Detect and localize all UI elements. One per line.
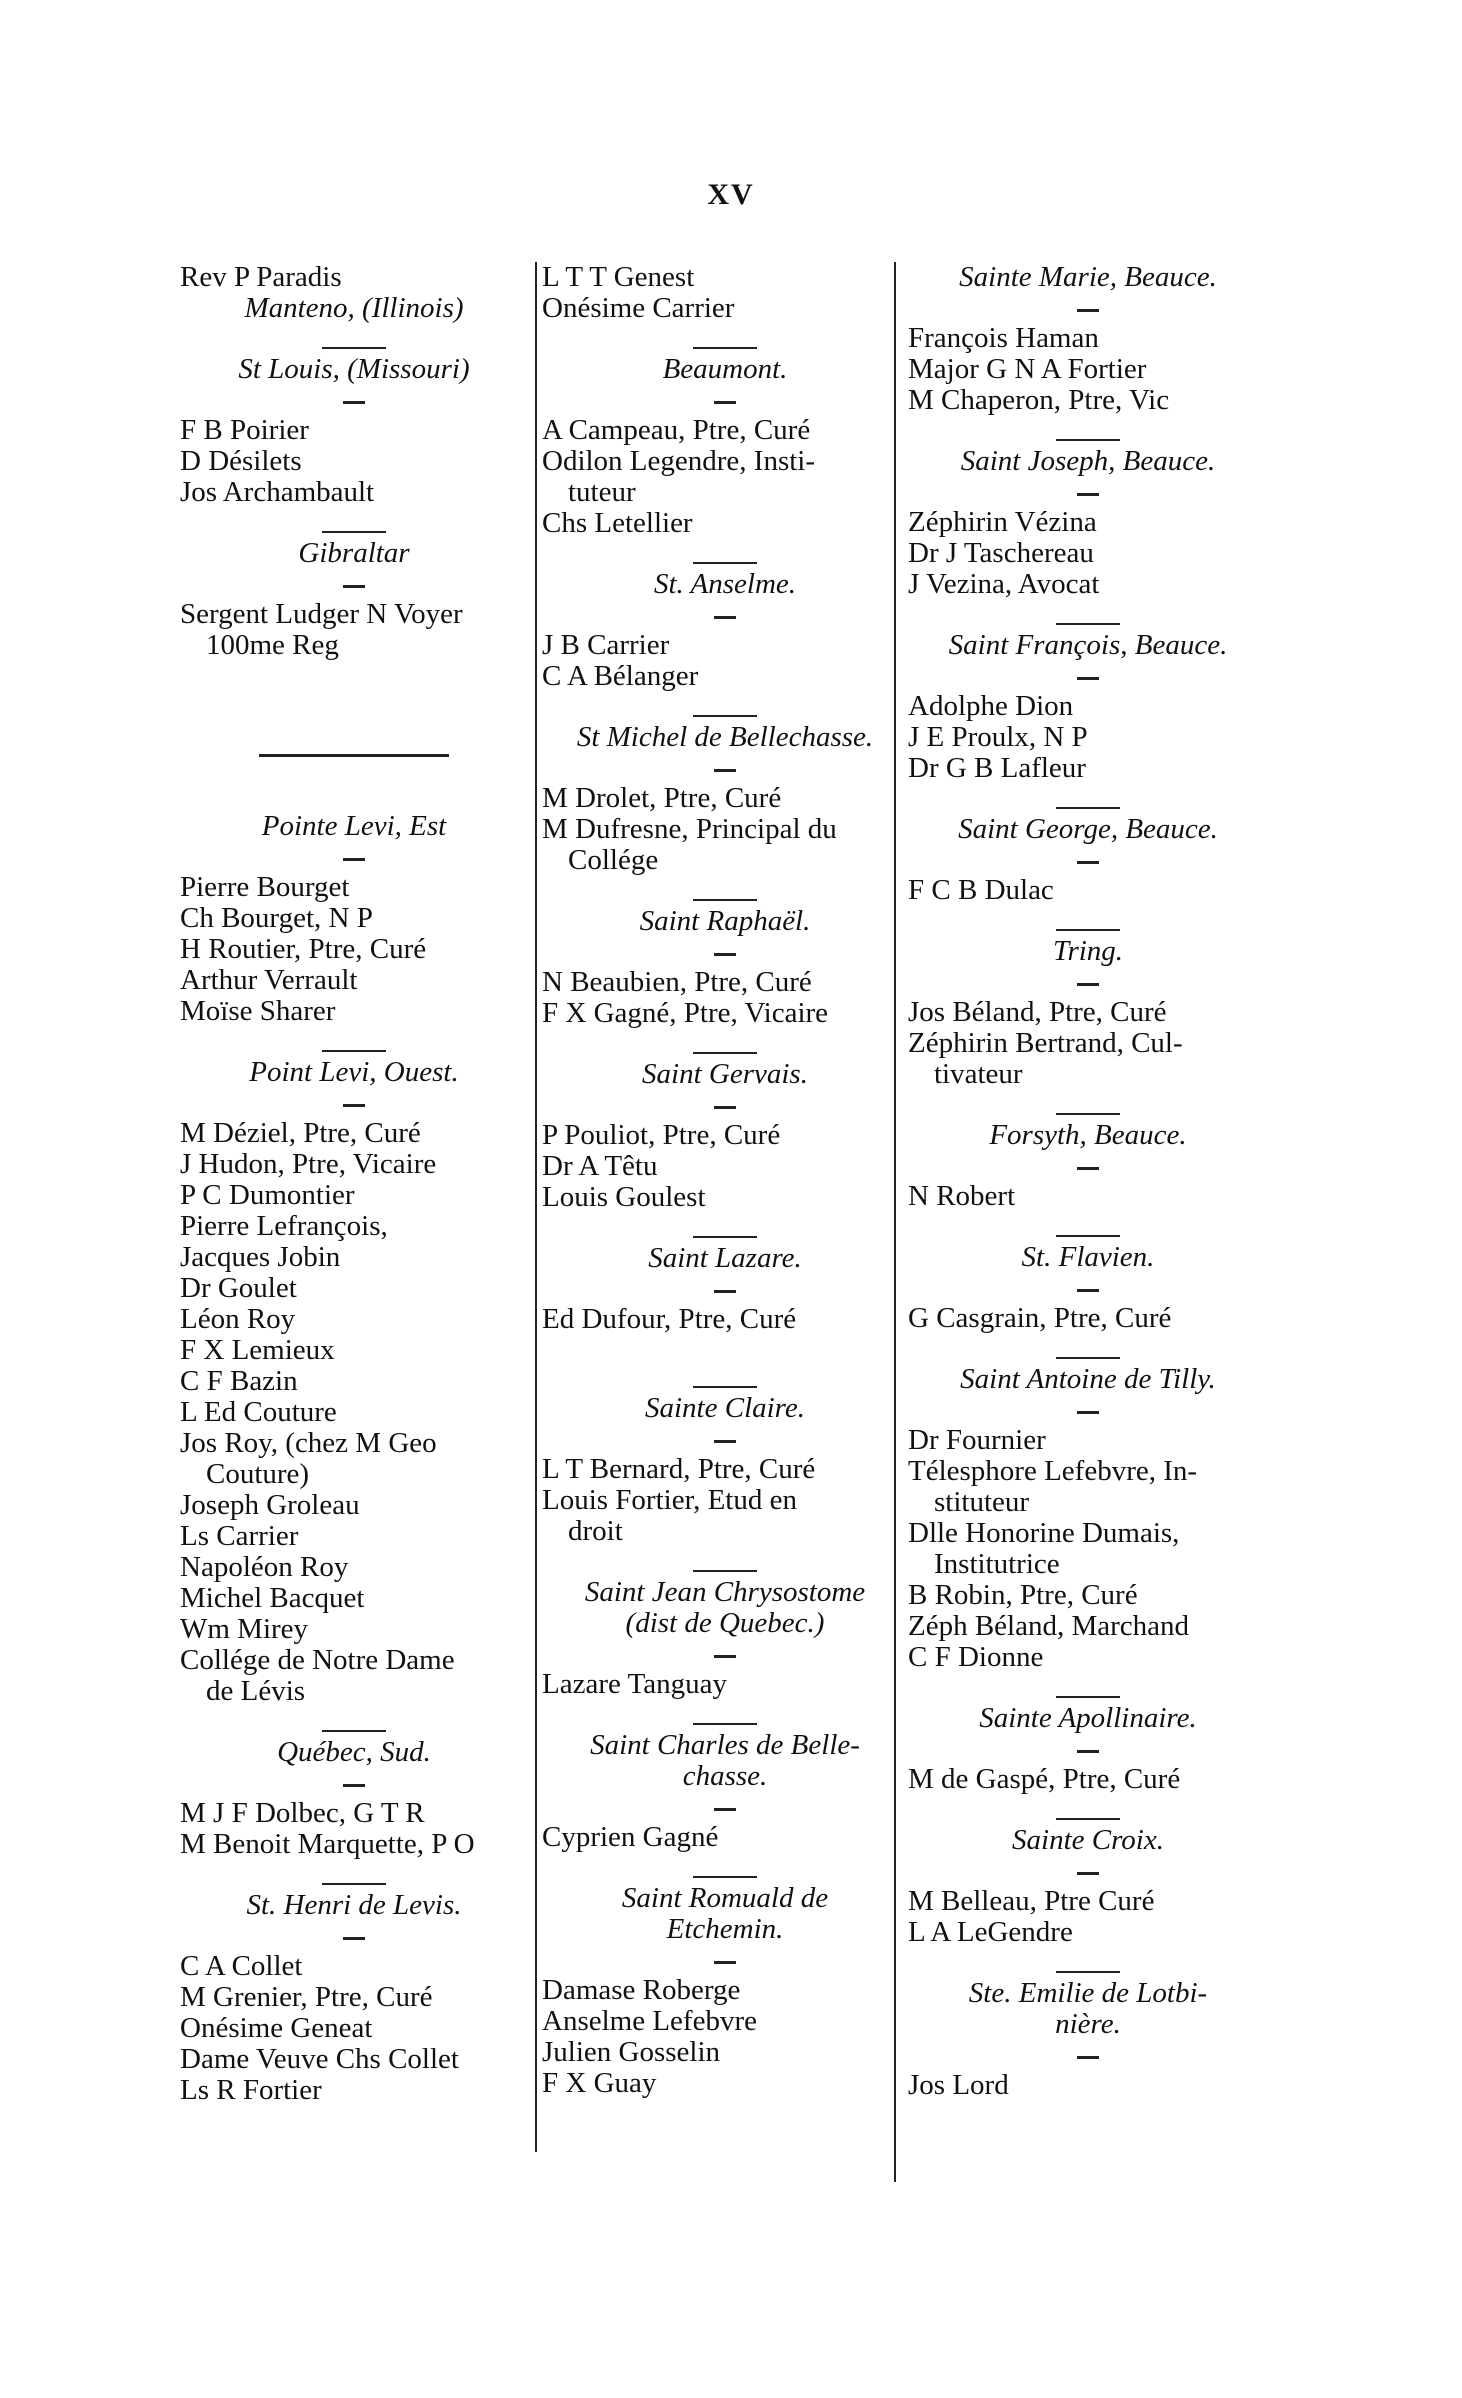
section-rule xyxy=(908,1948,1268,1978)
directory-entry: N Beaubien, Ptre, Curé xyxy=(542,966,812,998)
page-number: XV xyxy=(707,178,755,211)
directory-entry: Moïse Sharer xyxy=(180,995,336,1027)
rule-mark xyxy=(693,347,757,349)
dash-mark xyxy=(1077,1167,1099,1170)
section-rule xyxy=(908,906,1268,936)
rule-mark xyxy=(1056,439,1120,441)
rule-mark xyxy=(693,1876,757,1878)
place-heading: Saint Antoine de Tilly. xyxy=(960,1363,1216,1395)
rule-mark xyxy=(693,1570,757,1572)
place-heading: Beaumont. xyxy=(662,353,788,385)
rule-mark xyxy=(1056,929,1120,931)
place-heading: Sainte Marie, Beauce. xyxy=(959,261,1217,293)
short-dash xyxy=(908,967,1268,997)
place-heading: St. Anselme. xyxy=(653,568,797,600)
directory-entry: Sergent Ludger N Voyer xyxy=(180,598,463,630)
place-heading: Saint Raphaël. xyxy=(639,905,811,937)
section-rule xyxy=(908,600,1268,630)
directory-entry: Arthur Verrault xyxy=(180,964,358,996)
dash-mark xyxy=(1077,1750,1099,1753)
directory-entry: Institutrice xyxy=(934,1548,1060,1580)
place-heading: St. Henri de Levis. xyxy=(246,1889,462,1921)
short-dash xyxy=(908,1734,1268,1764)
directory-entry: 100me Reg xyxy=(206,629,339,661)
directory-entry: Louis Fortier, Etud en xyxy=(542,1484,797,1516)
rule-mark xyxy=(693,562,757,564)
directory-entry: H Routier, Ptre, Curé xyxy=(180,933,427,965)
directory-entry: Dame Veuve Chs Collet xyxy=(180,2043,459,2075)
place-heading: Manteno, (Illinois) xyxy=(244,292,464,324)
short-dash xyxy=(908,293,1268,323)
place-heading: St Michel de Bellechasse. xyxy=(576,721,874,753)
directory-entry: C F Bazin xyxy=(180,1365,298,1397)
directory-entry: Onésime Geneat xyxy=(180,2012,373,2044)
section-rule xyxy=(542,324,908,354)
dash-mark xyxy=(1077,983,1099,986)
section-rule xyxy=(542,1700,908,1730)
directory-entry: Dlle Honorine Dumais, xyxy=(908,1517,1180,1549)
dash-mark xyxy=(714,1106,736,1109)
short-dash xyxy=(542,937,908,967)
directory-entry: Couture) xyxy=(206,1458,310,1490)
directory-columns xyxy=(0,262,1462,2262)
place-heading: Ste. Emilie de Lotbi- xyxy=(968,1977,1208,2009)
short-dash xyxy=(542,1424,908,1454)
short-dash xyxy=(542,385,908,415)
place-heading: Saint Charles de Belle- xyxy=(590,1729,860,1761)
directory-entry: Anselme Lefebvre xyxy=(542,2005,757,2037)
place-heading: Sainte Croix. xyxy=(1012,1824,1164,1856)
short-dash xyxy=(542,1274,908,1304)
column-2 xyxy=(542,262,908,2099)
dash-mark xyxy=(1077,2056,1099,2059)
section-rule xyxy=(908,1673,1268,1703)
directory-entry: F X Gagné, Ptre, Vicaire xyxy=(542,997,829,1029)
short-dash xyxy=(542,1945,908,1975)
short-dash xyxy=(908,477,1268,507)
directory-entry: F X Lemieux xyxy=(180,1334,335,1366)
dash-mark xyxy=(343,858,365,861)
directory-entry: Michel Bacquet xyxy=(180,1582,365,1614)
directory-entry: Dr Fournier xyxy=(908,1424,1046,1456)
place-heading: Etchemin. xyxy=(666,1913,784,1945)
directory-entry: F X Guay xyxy=(542,2067,657,2099)
short-dash xyxy=(908,1273,1268,1303)
directory-entry: Joseph Groleau xyxy=(180,1489,360,1521)
directory-entry: C A Collet xyxy=(180,1950,303,1982)
rule-mark xyxy=(1056,1818,1120,1820)
rule-mark xyxy=(693,1723,757,1725)
dash-mark xyxy=(1077,1411,1099,1414)
rule-mark xyxy=(693,1386,757,1388)
place-heading: St Louis, (Missouri) xyxy=(238,353,470,385)
directory-entry: B Robin, Ptre, Curé xyxy=(908,1579,1138,1611)
short-dash xyxy=(180,385,528,415)
directory-entry: M de Gaspé, Ptre, Curé xyxy=(908,1763,1181,1795)
section-rule xyxy=(908,1090,1268,1120)
short-dash xyxy=(542,1639,908,1669)
section-rule xyxy=(542,692,908,722)
dash-mark xyxy=(1077,1872,1099,1875)
directory-entry: Télesphore Lefebvre, In- xyxy=(908,1455,1198,1487)
directory-entry: Ls Carrier xyxy=(180,1520,299,1552)
rule-mark xyxy=(1056,1357,1120,1359)
directory-entry: Louis Goulest xyxy=(542,1181,706,1213)
place-heading: Tring. xyxy=(1052,935,1124,967)
section-rule xyxy=(908,416,1268,446)
rule-mark xyxy=(693,1236,757,1238)
section-rule xyxy=(542,876,908,906)
place-heading: Gibraltar xyxy=(298,537,410,569)
place-heading: Saint George, Beauce. xyxy=(958,813,1218,845)
directory-entry: Julien Gosselin xyxy=(542,2036,721,2068)
directory-entry: Collége de Notre Dame xyxy=(180,1644,455,1676)
rule-mark xyxy=(1056,1696,1120,1698)
directory-entry: Jos Roy, (chez M Geo xyxy=(180,1427,437,1459)
short-dash xyxy=(908,1395,1268,1425)
place-heading: Sainte Apollinaire. xyxy=(979,1702,1197,1734)
short-dash xyxy=(180,1088,528,1118)
rule-mark xyxy=(1056,623,1120,625)
directory-entry: L T T Genest xyxy=(542,261,695,293)
directory-entry: J Vezina, Avocat xyxy=(908,568,1100,600)
dash-mark xyxy=(1077,309,1099,312)
dash-mark xyxy=(343,1784,365,1787)
directory-entry: Dr A Têtu xyxy=(542,1150,658,1182)
directory-entry: Pierre Lefrançois, xyxy=(180,1210,388,1242)
directory-entry: Ch Bourget, N P xyxy=(180,902,373,934)
directory-entry: Dr Goulet xyxy=(180,1272,297,1304)
dash-mark xyxy=(1077,677,1099,680)
dash-mark xyxy=(714,1808,736,1811)
rule-mark xyxy=(322,1883,386,1885)
section-rule xyxy=(180,324,528,354)
directory-entry: Wm Mirey xyxy=(180,1613,309,1645)
column-3 xyxy=(908,262,1268,2101)
rule-mark xyxy=(322,347,386,349)
directory-entry: N Robert xyxy=(908,1180,1016,1212)
column-1 xyxy=(180,262,528,2106)
short-dash xyxy=(180,842,528,872)
section-rule xyxy=(542,1547,908,1577)
section-rule xyxy=(542,1363,908,1393)
dash-mark xyxy=(714,1655,736,1658)
place-heading: Saint François, Beauce. xyxy=(948,629,1228,661)
directory-entry: J E Proulx, N P xyxy=(908,721,1088,753)
directory-entry: Zéphirin Vézina xyxy=(908,506,1097,538)
dash-mark xyxy=(343,585,365,588)
place-heading: St. Flavien. xyxy=(1021,1241,1155,1273)
rule-mark xyxy=(693,899,757,901)
section-rule xyxy=(180,508,528,538)
dash-mark xyxy=(714,953,736,956)
directory-entry: M Déziel, Ptre, Curé xyxy=(180,1117,421,1149)
directory-entry: L A LeGendre xyxy=(908,1916,1073,1948)
directory-entry: François Haman xyxy=(908,322,1099,354)
directory-entry: Pierre Bourget xyxy=(180,871,350,903)
directory-entry: J B Carrier xyxy=(542,629,670,661)
dash-mark xyxy=(343,1937,365,1940)
directory-entry: Dr G B Lafleur xyxy=(908,752,1086,784)
directory-entry: Jos Lord xyxy=(908,2069,1009,2101)
place-heading: chasse. xyxy=(682,1760,768,1792)
directory-entry: tivateur xyxy=(934,1058,1023,1090)
directory-entry: L Ed Couture xyxy=(180,1396,337,1428)
place-heading: (dist de Quebec.) xyxy=(625,1607,825,1639)
section-rule xyxy=(542,539,908,569)
short-dash xyxy=(908,1856,1268,1886)
short-dash xyxy=(908,2040,1268,2070)
rule-mark xyxy=(693,1052,757,1054)
directory-entry: D Désilets xyxy=(180,445,302,477)
dash-mark xyxy=(714,1290,736,1293)
directory-entry: M Chaperon, Ptre, Vic xyxy=(908,384,1170,416)
directory-entry: F B Poirier xyxy=(180,414,309,446)
directory-entry: Jacques Jobin xyxy=(180,1241,341,1273)
dash-mark xyxy=(714,769,736,772)
directory-entry: droit xyxy=(568,1515,623,1547)
place-heading: Pointe Levi, Est xyxy=(261,810,447,842)
section-rule xyxy=(908,1334,1268,1364)
short-dash xyxy=(542,1090,908,1120)
directory-entry: Zéph Béland, Marchand xyxy=(908,1610,1190,1642)
rule-mark xyxy=(322,531,386,533)
short-dash xyxy=(542,753,908,783)
section-rule xyxy=(180,1707,528,1737)
directory-entry: Collége xyxy=(568,844,659,876)
dash-mark xyxy=(1077,1289,1099,1292)
directory-entry: P Pouliot, Ptre, Curé xyxy=(542,1119,781,1151)
dash-mark xyxy=(714,1440,736,1443)
section-rule xyxy=(542,1213,908,1243)
directory-entry: Jos Archambault xyxy=(180,476,375,508)
directory-entry: Zéphirin Bertrand, Cul- xyxy=(908,1027,1183,1059)
section-rule xyxy=(180,1860,528,1890)
directory-entry: Ed Dufour, Ptre, Curé xyxy=(542,1303,797,1335)
directory-entry: F C B Dulac xyxy=(908,874,1054,906)
section-break-rule xyxy=(180,733,528,773)
directory-entry: Napoléon Roy xyxy=(180,1551,349,1583)
short-dash xyxy=(180,1768,528,1798)
dash-mark xyxy=(714,401,736,404)
dash-mark xyxy=(1077,493,1099,496)
directory-entry: Jos Béland, Ptre, Curé xyxy=(908,996,1167,1028)
dash-mark xyxy=(714,616,736,619)
section-rule xyxy=(180,1027,528,1057)
rule-mark xyxy=(1056,807,1120,809)
section-rule xyxy=(908,784,1268,814)
rule-mark xyxy=(1056,1971,1120,1973)
place-heading: nière. xyxy=(1055,2008,1121,2040)
rule-mark xyxy=(693,715,757,717)
rule-mark xyxy=(322,1050,386,1052)
place-heading: Saint Romuald de xyxy=(621,1882,829,1914)
short-dash xyxy=(542,1792,908,1822)
short-dash xyxy=(908,661,1268,691)
directory-entry: C F Dionne xyxy=(908,1641,1044,1673)
directory-entry: Léon Roy xyxy=(180,1303,296,1335)
place-heading: Forsyth, Beauce. xyxy=(989,1119,1187,1151)
spacer xyxy=(180,783,528,811)
short-dash xyxy=(180,1921,528,1951)
short-dash xyxy=(908,845,1268,875)
place-heading: Québec, Sud. xyxy=(277,1736,431,1768)
directory-entry: G Casgrain, Ptre, Curé xyxy=(908,1302,1172,1334)
place-heading: Saint Lazare. xyxy=(648,1242,802,1274)
directory-entry: P C Dumontier xyxy=(180,1179,355,1211)
directory-entry: Adolphe Dion xyxy=(908,690,1074,722)
directory-entry: Odilon Legendre, Insti- xyxy=(542,445,816,477)
rule-mark xyxy=(322,1730,386,1732)
directory-entry: M Benoit Marquette, P O xyxy=(180,1828,475,1860)
place-heading: Point Levi, Ouest. xyxy=(249,1056,459,1088)
directory-entry: Cyprien Gagné xyxy=(542,1821,719,1853)
directory-entry: A Campeau, Ptre, Curé xyxy=(542,414,811,446)
directory-entry: M Belleau, Ptre Curé xyxy=(908,1885,1155,1917)
section-rule xyxy=(908,1212,1268,1242)
rule-mark xyxy=(259,754,449,757)
directory-entry: stituteur xyxy=(934,1486,1030,1518)
directory-entry: Ls R Fortier xyxy=(180,2074,322,2106)
place-heading: Sainte Claire. xyxy=(644,1392,806,1424)
directory-entry: Damase Roberge xyxy=(542,1974,741,2006)
short-dash xyxy=(908,1151,1268,1181)
dash-mark xyxy=(1077,861,1099,864)
directory-entry: C A Bélanger xyxy=(542,660,699,692)
section-rule xyxy=(542,1029,908,1059)
directory-entry: Onésime Carrier xyxy=(542,292,735,324)
place-heading: Saint Joseph, Beauce. xyxy=(960,445,1216,477)
rule-mark xyxy=(1056,1235,1120,1237)
section-rule xyxy=(908,1795,1268,1825)
place-heading: Saint Jean Chrysostome xyxy=(584,1576,866,1608)
spacer xyxy=(180,661,528,723)
spacer xyxy=(542,1335,908,1363)
directory-entry: M Dufresne, Principal du xyxy=(542,813,837,845)
directory-entry: Dr J Taschereau xyxy=(908,537,1094,569)
directory-entry: Chs Letellier xyxy=(542,507,693,539)
short-dash xyxy=(180,569,528,599)
directory-entry: M Drolet, Ptre, Curé xyxy=(542,782,782,814)
short-dash xyxy=(542,600,908,630)
section-rule xyxy=(542,1853,908,1883)
dash-mark xyxy=(343,401,365,404)
dash-mark xyxy=(343,1104,365,1107)
directory-entry: tuteur xyxy=(568,476,636,508)
directory-entry: L T Bernard, Ptre, Curé xyxy=(542,1453,816,1485)
directory-entry: M J F Dolbec, G T R xyxy=(180,1797,425,1829)
directory-entry: J Hudon, Ptre, Vicaire xyxy=(180,1148,437,1180)
dash-mark xyxy=(714,1961,736,1964)
directory-entry: Major G N A Fortier xyxy=(908,353,1147,385)
place-heading: Saint Gervais. xyxy=(642,1058,808,1090)
directory-entry: Lazare Tanguay xyxy=(542,1668,728,1700)
directory-entry: Rev P Paradis xyxy=(180,261,342,293)
rule-mark xyxy=(1056,1113,1120,1115)
directory-entry: de Lévis xyxy=(206,1675,306,1707)
directory-entry: M Grenier, Ptre, Curé xyxy=(180,1981,433,2013)
